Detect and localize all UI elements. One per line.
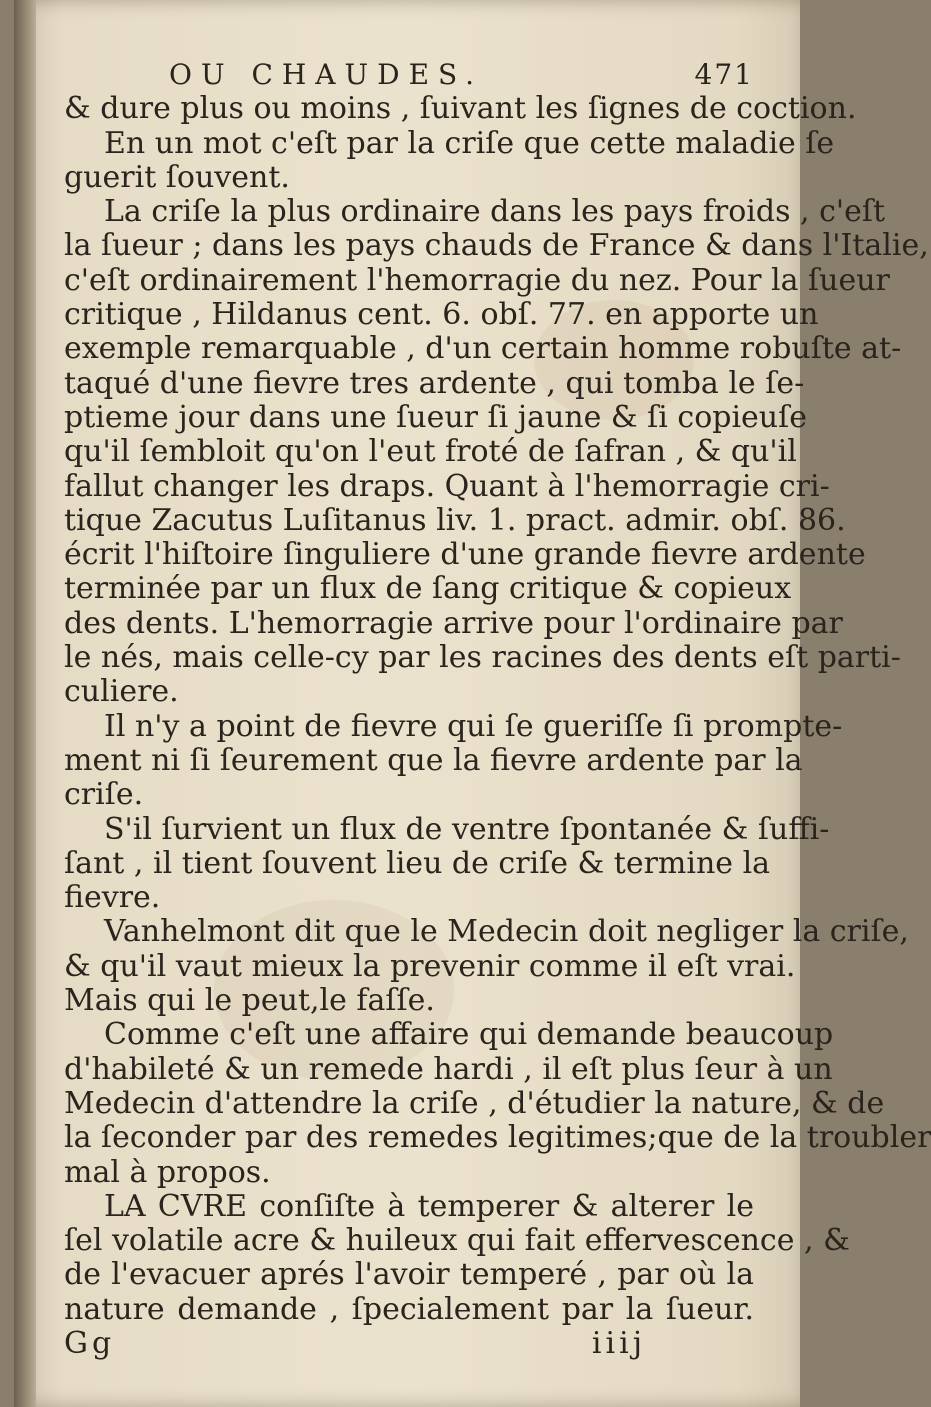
text-line: La criſe la plus ordinaire dans les pays froids , c'eſt bbox=[104, 194, 886, 230]
body-text bbox=[64, 91, 931, 1327]
text-line: c'eſt ordinairement l'hemorragie du nez. Pour la ſueur bbox=[64, 262, 890, 298]
page-number: 471 bbox=[694, 58, 754, 91]
text-line: Mais qui le peut,le faſſe. bbox=[64, 983, 435, 1019]
text-line: S'il ſurvient un flux de ventre ſpontanée & ſuffi- bbox=[104, 811, 830, 847]
text-line: & qu'il vaut mieux la prevenir comme il eſt vrai. bbox=[64, 948, 796, 984]
text-line: ptieme jour dans une ſueur ſi jaune & ſi copieuſe bbox=[64, 399, 807, 435]
text-line: exemple remarquable , d'un certain homme robuſte at- bbox=[64, 331, 902, 367]
text-line: mal à propos. bbox=[64, 1154, 271, 1190]
text-line: ſel volatile acre & huileux qui fait effervescence , & bbox=[64, 1223, 850, 1259]
text-line: terminée par un flux de ſang critique & copieux bbox=[64, 571, 792, 607]
text-line: ment ni ſi ſeurement que la fievre ardente par la bbox=[64, 742, 803, 778]
book-page bbox=[14, 0, 931, 1407]
text-line: criſe. bbox=[64, 777, 144, 813]
text-line: Comme c'eſt une affaire qui demande beaucoup bbox=[104, 1017, 834, 1053]
text-line: le nés, mais celle-cy par les racines des dents eſt parti- bbox=[64, 640, 901, 676]
page-gutter bbox=[14, 0, 36, 1407]
text-line: tique Zacutus Luſitanus liv. 1. pract. admir. obſ. 86. bbox=[64, 502, 846, 538]
text-line: taqué d'une fievre tres ardente , qui tomba le ſe- bbox=[64, 365, 805, 401]
text-line: guerit ſouvent. bbox=[64, 159, 290, 195]
text-line: critique , Hildanus cent. 6. obſ. 77. en apporte un bbox=[64, 297, 819, 333]
text-line: de l'evacuer aprés l'avoir temperé , par où la bbox=[64, 1257, 754, 1293]
text-line: nature demande , ſpecialement par la ſueur. bbox=[64, 1291, 754, 1327]
text-line: Vanhelmont dit que le Medecin doit negliger la criſe, bbox=[104, 914, 909, 950]
catchword: Gg iiij bbox=[64, 1325, 646, 1361]
text-line: En un mot c'eſt par la criſe que cette maladie ſe bbox=[104, 125, 835, 161]
text-line: & dure plus ou moins , ſuivant les ſignes de coction. bbox=[64, 91, 857, 127]
text-line: écrit l'hiſtoire ſinguliere d'une grande fievre ardente bbox=[64, 537, 866, 573]
text-line: la ſueur ; dans les pays chauds de France & dans l'Italie, bbox=[64, 228, 929, 264]
text-line: la ſeconder par des remedes legitimes;que de la troubler bbox=[64, 1120, 931, 1156]
text-line: fallut changer les draps. Quant à l'hemorragie cri- bbox=[64, 468, 830, 504]
page-text bbox=[64, 58, 931, 1361]
running-header bbox=[64, 58, 754, 92]
running-title: OU CHAUDES. bbox=[169, 58, 484, 91]
text-line: fievre. bbox=[64, 880, 161, 916]
text-line: Il n'y a point de fievre qui ſe gueriſſe ſi prompte- bbox=[104, 708, 843, 744]
text-line: ſant , il tient ſouvent lieu de criſe & termine la bbox=[64, 845, 771, 881]
text-line: qu'il ſembloit qu'on l'eut froté de ſafran , & qu'il bbox=[64, 434, 797, 470]
text-line: LA CVRE conſiſte à temperer & alterer le bbox=[104, 1188, 754, 1224]
text-line: des dents. L'hemorragie arrive pour l'ordinaire par bbox=[64, 605, 843, 641]
text-line: Medecin d'attendre la criſe , d'étudier la nature, & de bbox=[64, 1085, 885, 1121]
text-line: culiere. bbox=[64, 674, 179, 710]
text-line: d'habileté & un remede hardi , il eſt plus ſeur à un bbox=[64, 1051, 833, 1087]
